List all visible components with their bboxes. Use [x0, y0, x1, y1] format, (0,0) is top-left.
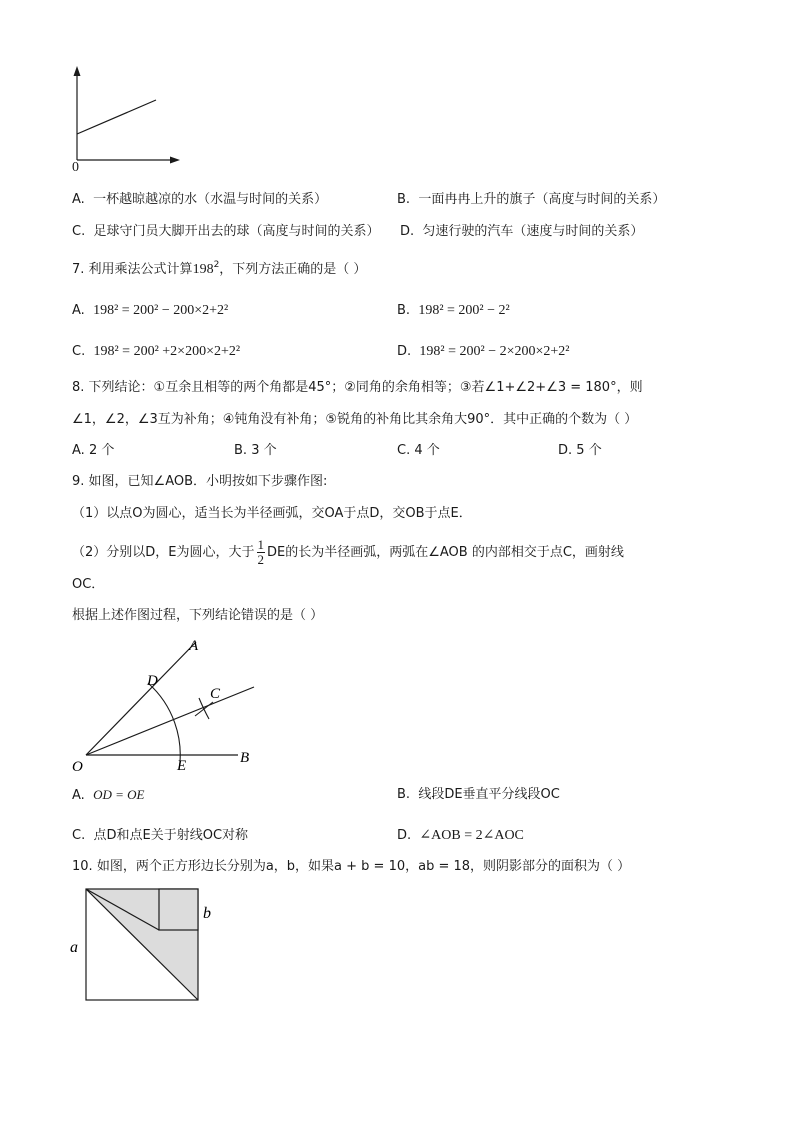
- arc-de: [148, 683, 180, 770]
- q6-option-d[interactable]: [400, 223, 643, 241]
- option-letter: D.: [558, 443, 573, 458]
- option-letter: D.: [397, 344, 412, 359]
- graph-origin-label: 0: [72, 160, 79, 175]
- q8-option-c[interactable]: [397, 442, 440, 460]
- option-text: 一杯越晾越凉的水（水温与时间的关系）: [93, 192, 328, 207]
- q9-step2: [72, 538, 624, 567]
- q8-option-b[interactable]: [234, 442, 277, 460]
- stem-base: 198: [192, 262, 214, 277]
- q9-stem: [72, 473, 327, 491]
- option-text: ∠AOB = 2∠AOC: [419, 828, 524, 843]
- q8-option-d[interactable]: [558, 442, 602, 460]
- option-text: 2 个: [88, 443, 115, 458]
- option-text: 5 个: [576, 443, 602, 458]
- question-number: 10.: [72, 859, 93, 874]
- fraction-numerator: 1: [257, 537, 264, 552]
- option-text: OD = OE: [93, 787, 145, 802]
- q10-squares-figure: [66, 880, 226, 1010]
- q9-step2-end: OC．: [72, 577, 105, 592]
- q9-option-c[interactable]: [72, 827, 248, 845]
- q8-option-a[interactable]: [72, 442, 114, 460]
- option-expr: 198² = 200² − 200×2+2²: [93, 303, 229, 318]
- option-text: 点D和点E关于射线OC对称: [93, 828, 249, 843]
- label-b: b: [203, 905, 211, 922]
- option-text: 4 个: [414, 443, 440, 458]
- label-d: D: [147, 673, 158, 689]
- option-text: 一面冉冉上升的旗子（高度与时间的关系）: [418, 192, 666, 207]
- option-letter: B.: [397, 192, 411, 207]
- option-text: 3 个: [251, 443, 277, 458]
- q9-angle-figure: [60, 630, 280, 780]
- option-text: 足球守门员大脚开出去的球（高度与时间的关系）: [93, 224, 380, 239]
- ray-oa: [86, 642, 196, 755]
- q9-option-d[interactable]: [397, 827, 524, 845]
- q9-option-a[interactable]: [72, 786, 144, 805]
- option-expr: 198² = 200² − 2²: [418, 303, 510, 318]
- step2-text: （2）分别以D，E为圆心，大于: [72, 545, 255, 560]
- option-letter: C.: [72, 224, 86, 239]
- option-letter: B.: [234, 443, 248, 458]
- question-number: 8.: [72, 380, 85, 395]
- q6-option-b[interactable]: [397, 191, 665, 209]
- q7-option-b[interactable]: [397, 302, 510, 320]
- stem-text: 如图，两个正方形边长分别为a，b，如果a + b = 10，ab = 18，则阴影部分的面积为（ ）: [96, 859, 631, 874]
- label-e: E: [177, 758, 187, 774]
- stem-exponent: 2: [213, 260, 220, 270]
- ray-oc: [86, 687, 254, 755]
- option-letter: A.: [72, 788, 85, 803]
- half-fraction: [257, 538, 266, 567]
- q7-option-c[interactable]: [72, 343, 240, 361]
- option-expr: 198² = 200² − 2×200×2+2²: [419, 344, 570, 359]
- q9-question: 根据上述作图过程，下列结论错误的是（ ）: [72, 608, 324, 623]
- q9-option-b[interactable]: [397, 786, 560, 804]
- option-letter: B.: [397, 787, 411, 802]
- option-letter: D.: [400, 224, 415, 239]
- option-letter: A.: [72, 192, 85, 207]
- q7-option-d[interactable]: [397, 343, 570, 361]
- option-text: 线段DE垂直平分线段OC: [418, 787, 560, 802]
- option-letter: C.: [72, 344, 86, 359]
- graph-line: [77, 100, 156, 134]
- question-number: 7.: [72, 262, 85, 277]
- arc-mark-2: [195, 702, 213, 716]
- q10-stem: [72, 858, 630, 876]
- stem-text-end: ，下列方法正确的是（ ）: [219, 262, 367, 277]
- option-letter: C.: [72, 828, 86, 843]
- stem-text: 利用乘法公式计算: [88, 262, 193, 277]
- question-number: 9.: [72, 474, 85, 489]
- stem-text: 如图，已知∠AOB．小明按如下步骤作图:: [88, 474, 328, 489]
- small-square: [159, 889, 198, 930]
- q8-stem-line1: [72, 379, 643, 397]
- label-c: C: [210, 686, 221, 702]
- q9-step1: （1）以点O为圆心，适当长为半径画弧，交OA于点D，交OB于点E．: [72, 506, 472, 521]
- label-b: B: [240, 750, 250, 766]
- option-letter: A.: [72, 443, 85, 458]
- q7-option-a[interactable]: [72, 302, 228, 320]
- q6-option-a[interactable]: [72, 191, 327, 209]
- option-letter: B.: [397, 303, 411, 318]
- label-a: a: [70, 939, 78, 956]
- option-letter: D.: [397, 828, 412, 843]
- fraction-denominator: 2: [257, 552, 264, 567]
- option-text: 匀速行驶的汽车（速度与时间的关系）: [422, 224, 644, 239]
- q8-stem-line2: ∠1，∠2，∠3互为补角；④钝角没有补角；⑤锐角的补角比其余角大90°．其中正确的个数为（ ）: [72, 412, 638, 427]
- label-o: O: [72, 759, 83, 775]
- stem-text: 下列结论：①互余且相等的两个角都是45°；②同角的余角相等；③若∠1+∠2+∠3 = 180°，则: [88, 380, 643, 395]
- label-a: A: [189, 638, 199, 654]
- option-letter: A.: [72, 303, 85, 318]
- q7-stem: [72, 261, 366, 279]
- option-letter: C.: [397, 443, 411, 458]
- step2-text-cont: DE的长为半径画弧，两弧在∠AOB 的内部相交于点C，画射线: [267, 545, 624, 560]
- option-expr: 198² = 200² +2×200×2+2²: [93, 344, 241, 359]
- q6-graph: [60, 60, 190, 180]
- q6-option-c[interactable]: [72, 223, 380, 241]
